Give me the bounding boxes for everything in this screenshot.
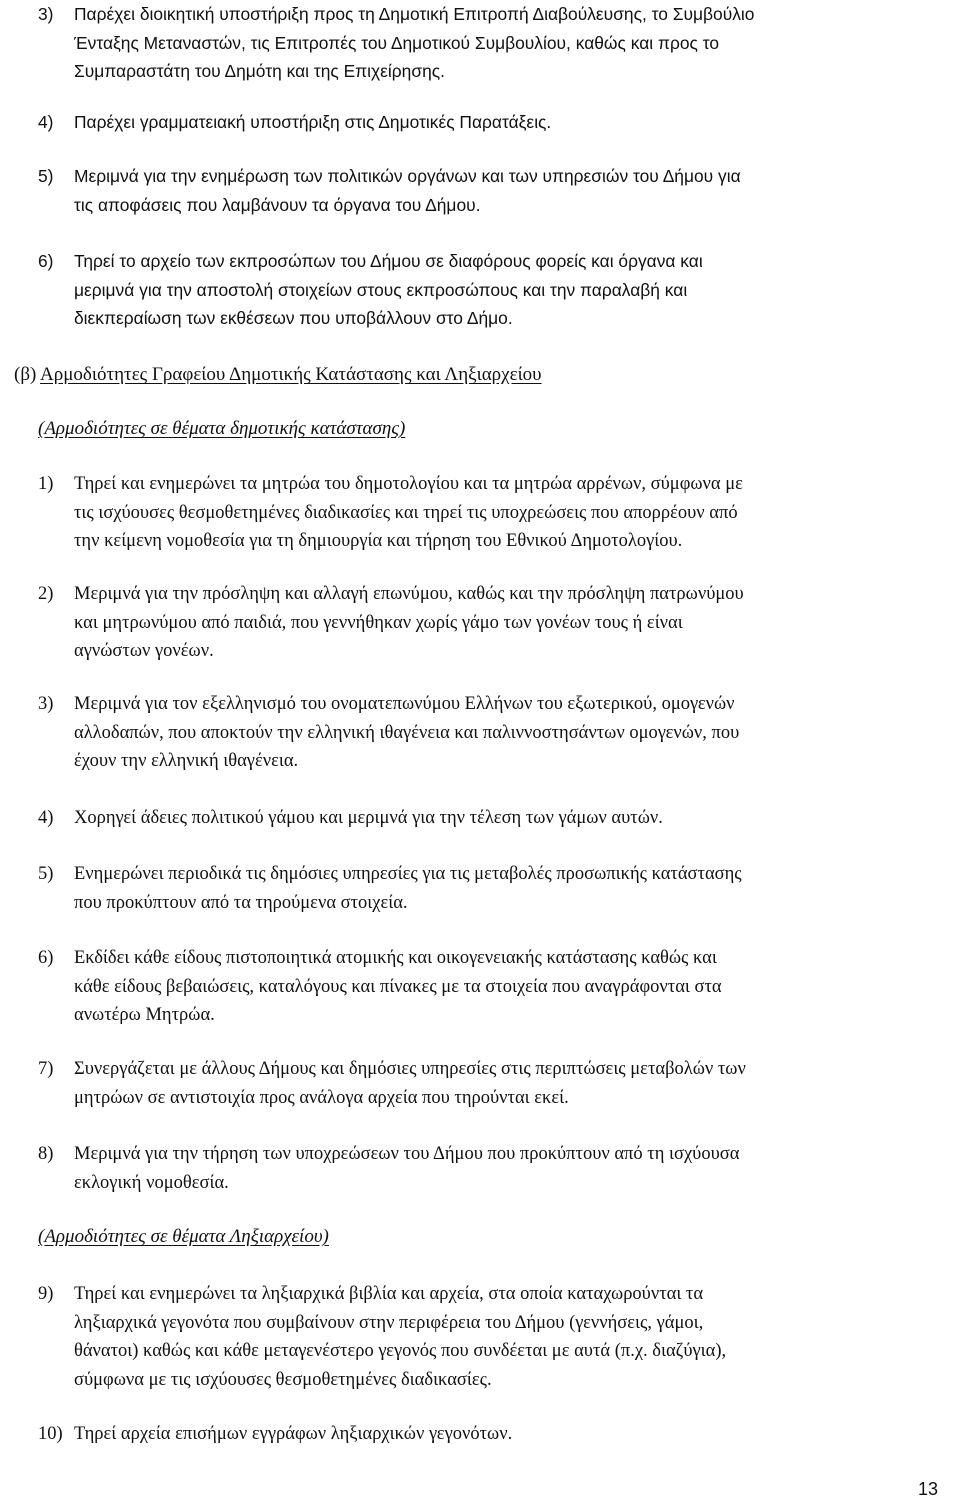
item-text [74, 804, 960, 833]
text-line: Ενημερώνει περιοδικά τις δημόσιες υπηρεσίες για τις μεταβολές προσωπικής κατάστασης [74, 864, 742, 884]
list-item [38, 162, 960, 219]
item-number: 5) [38, 864, 54, 884]
item-text [74, 162, 960, 219]
text-line: ανωτέρω Μητρώα. [74, 1005, 215, 1025]
text-line: αλλοδαπών, που αποκτούν την ελληνική ιθαγένεια και παλιννοστησάντων ομογενών, που [74, 722, 740, 743]
text-line: ληξιαρχικά γεγονότα που συμβαίνουν στην περιφέρεια του Δήμου (γεννήσεις, γάμοι, [74, 1312, 704, 1333]
text-line: Συμπαραστάτη του Δημότη και της Επιχείρησης. [74, 61, 445, 81]
list-item [38, 0, 960, 86]
text-line: θάνατοι) καθώς και κάθε μεταγενέστερο γεγονός που συνδέεται με αυτά (π.χ. διαζύγια), [74, 1341, 727, 1361]
text-line: Χορηγεί άδειες πολιτικού γάμου και μεριμνά για την τέλεση των γάμων αυτών. [74, 808, 663, 828]
subheading-registry: (Αρμοδιότητες σε θέματα Ληξιαρχείου) [38, 1226, 329, 1247]
item-text [74, 1420, 960, 1449]
item-text [74, 1055, 960, 1112]
item-text [74, 690, 960, 776]
text-line: κάθε είδους βεβαιώσεις, καταλόγους και πίνακες με τα στοιχεία που αναγράφονται στα [74, 976, 722, 997]
subheading-civil-status: (Αρμοδιότητες σε θέματα δημοτικής κατάστασης) [38, 418, 406, 439]
section-heading [14, 362, 542, 388]
text-line: Παρέχει γραμματειακή υποστήριξη στις Δημοτικές Παρατάξεις. [74, 112, 552, 132]
item-number: 10) [38, 1424, 63, 1444]
list-item [38, 1280, 960, 1394]
text-line: έχουν την ελληνική ιθαγένεια. [74, 751, 299, 771]
text-line: διεκπεραίωση των εκθέσεων που υποβάλλουν στο Δήμο. [74, 308, 513, 328]
text-line: Μεριμνά για την πρόσληψη και αλλαγή επωνύμου, καθώς και την πρόσληψη πατρωνύμου [74, 584, 744, 604]
list-item [38, 1420, 960, 1449]
list-item [38, 1055, 960, 1112]
text-line: Παρέχει διοικητική υποστήριξη προς τη Δημοτική Επιτροπή Διαβούλευσης, το Συμβούλιο [74, 4, 755, 24]
list-item [38, 944, 960, 1030]
text-line: Εκδίδει κάθε είδους πιστοποιητικά ατομικής και οικογενειακής κατάστασης καθώς και [74, 948, 717, 968]
text-line: Μεριμνά για την ενημέρωση των πολιτικών οργάνων και των υπηρεσιών του Δήμου για [74, 166, 741, 186]
item-number: 5) [38, 166, 54, 186]
list-item [38, 247, 960, 333]
text-line: Συνεργάζεται με άλλους Δήμους και δημόσιες υπηρεσίες στις περιπτώσεις μεταβολών των [74, 1059, 746, 1079]
item-number: 2) [38, 584, 54, 604]
text-line: Μεριμνά για τον εξελληνισμό του ονοματεπωνύμου Ελλήνων του εξωτερικού, ομογενών [74, 694, 735, 714]
section-title: Αρμοδιότητες Γραφείου Δημοτικής Κατάστασης και Ληξιαρχείου [40, 364, 542, 385]
item-text [74, 470, 960, 556]
text-line: Τηρεί και ενημερώνει τα ληξιαρχικά βιβλία και αρχεία, στα οποία καταχωρούνται τα [74, 1284, 704, 1304]
text-line: την κείμενη νομοθεσία για τη δημιουργία και τήρηση του Εθνικού Δημοτολογίου. [74, 531, 683, 551]
item-text [74, 108, 960, 137]
item-text [74, 0, 960, 86]
item-text [74, 860, 960, 917]
item-number: 9) [38, 1284, 54, 1304]
list-item [38, 860, 960, 917]
item-number: 6) [38, 251, 54, 271]
text-line: Τηρεί και ενημερώνει τα μητρώα του δημοτολογίου και τα μητρώα αρρένων, σύμφωνα με [74, 474, 743, 494]
item-text [74, 580, 960, 666]
item-number: 3) [38, 694, 54, 714]
text-line: Τηρεί αρχεία επισήμων εγγράφων ληξιαρχικών γεγονότων. [74, 1424, 513, 1444]
text-line: τις ισχύουσες θεσμοθετημένες διαδικασίες και τηρεί τις υποχρεώσεις που απορρέουν από [74, 502, 738, 523]
item-number: 1) [38, 474, 54, 494]
list-item [38, 108, 960, 137]
text-line: μεριμνά για την αποστολή στοιχείων στους εκπροσώπους και την παραλαβή και [74, 279, 688, 300]
list-item [38, 580, 960, 666]
item-text [74, 944, 960, 1030]
section-prefix: (β) [14, 364, 37, 385]
item-number: 4) [38, 112, 54, 132]
text-line: και μητρωνύμου από παιδιά, που γεννήθηκαν χωρίς γάμο των γονέων τους ή είναι [74, 612, 683, 633]
item-number: 8) [38, 1144, 54, 1164]
text-line: Μεριμνά για την τήρηση των υποχρεώσεων του Δήμου που προκύπτουν από τη ισχύουσα [74, 1144, 740, 1164]
text-line: εκλογική νομοθεσία. [74, 1172, 229, 1193]
item-number: 4) [38, 808, 54, 828]
item-number: 3) [38, 4, 54, 24]
text-line: Τηρεί το αρχείο των εκπροσώπων του Δήμου σε διαφόρους φορείς και όργανα και [74, 251, 703, 271]
item-text [74, 247, 960, 333]
text-line: που προκύπτουν από τα τηρούμενα στοιχεία. [74, 892, 408, 913]
list-item [38, 470, 960, 556]
item-number: 7) [38, 1059, 54, 1079]
text-line: αγνώστων γονέων. [74, 641, 214, 661]
text-line: σύμφωνα με τις ισχύουσες θεσμοθετημένες διαδικασίες. [74, 1369, 492, 1390]
item-text [74, 1140, 960, 1197]
item-text [74, 1280, 960, 1394]
list-item [38, 804, 960, 833]
list-item [38, 1140, 960, 1197]
list-item [38, 690, 960, 776]
text-line: μητρώων σε αντιστοιχία προς ανάλογα αρχεία που τηρούνται εκεί. [74, 1087, 569, 1108]
item-number: 6) [38, 948, 54, 968]
text-line: τις αποφάσεις που λαμβάνουν τα όργανα του Δήμου. [74, 194, 481, 215]
text-line: Ένταξης Μεταναστών, τις Επιτροπές του Δημοτικού Συμβουλίου, καθώς και προς το [74, 32, 720, 53]
page-number: 13 [917, 1479, 938, 1499]
